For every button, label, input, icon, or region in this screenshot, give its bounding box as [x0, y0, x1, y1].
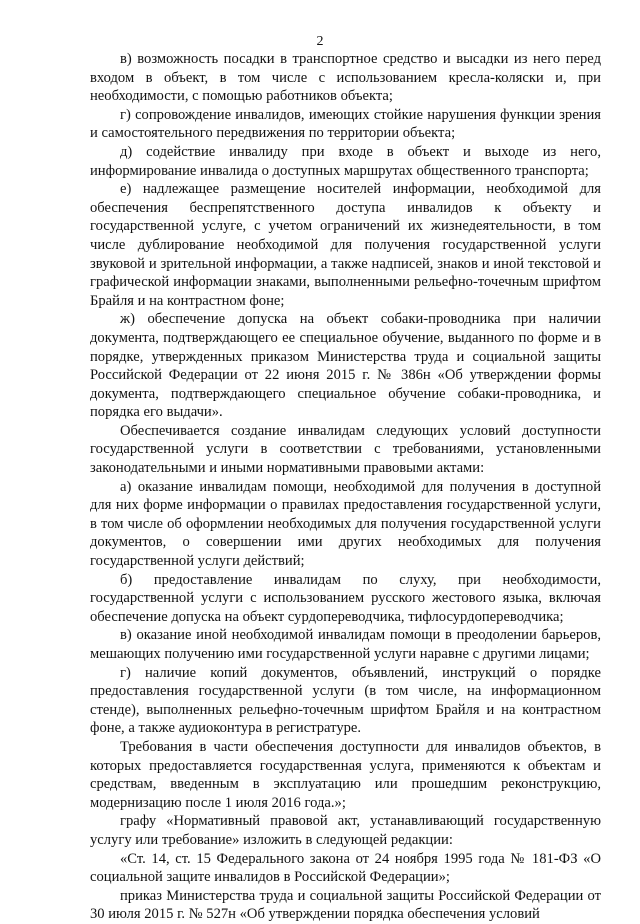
- paragraph-v-vehicle-boarding: в) возможность посадки в транспортное средство и высадки из него перед входом в объект, в том числе с использованием кресла-коляски и, при необходимости, с помощью работников объекта;: [90, 51, 601, 105]
- paragraph-d-entry-assistance: д) содействие инвалиду при входе в объект и выходе из него, информирование инвалида о доступных маршрутах общественного транспорта;: [90, 143, 601, 179]
- paragraph-accessibility-requirements: Требования в части обеспечения доступности для инвалидов объектов, в которых предоставляется государственная услуга, применяются к объектам и средствам, введенным в эксплуатацию или прошедшим реконструкцию, модернизацию после 1 июля 2016 года.»;: [90, 738, 601, 811]
- paragraph-conditions-intro: Обеспечивается создание инвалидам следующих условий доступности государственной услуги в соответствии с требованиями, установленными законодательными и иными нормативными правовыми актами:: [90, 422, 601, 477]
- paragraph-v-barrier-help: в) оказание иной необходимой инвалидам помощи в преодолении барьеров, мешающих получению ими государственной услуги наравне с другими лицами;: [90, 627, 601, 662]
- paragraph-column-instruction: графу «Нормативный правовой акт, устанавливающий государственную услугу или требование» изложить в следующей редакции:: [90, 813, 601, 848]
- paragraph-g-escort: г) сопровождение инвалидов, имеющих стойкие нарушения функции зрения и самостоятельного передвижения по территории объекта;: [90, 106, 601, 142]
- paragraph-a-information-help: а) оказание инвалидам помощи, необходимой для получения в доступной для них форме информации о правилах предоставления государственной услуги, в том числе об оформлении необходимых для получения государственной услуги документов, о совершении ими других необходимых для получения государственной услуги действий;: [90, 478, 601, 570]
- paragraph-b-sign-language: б) предоставление инвалидам по слуху, при необходимости, государственной услуги с использованием русского жестового языка, включая обеспечение допуска на объект сурдопереводчика, тифлосурдопереводчика;: [90, 571, 601, 625]
- paragraph-zh-guide-dog: ж) обеспечение допуска на объект собаки-проводника при наличии документа, подтверждающего ее специальное обучение, выданного по форме и в порядке, утвержденных приказом Министерства труда и социальной защиты Российской Федерации от 22 июня 2015 г. № 386н «Об утверждении формы документа, подтверждающего специальное обучение собаки-проводника, и порядка его выдачи».: [90, 311, 601, 421]
- paragraph-g-braille-documents: г) наличие копий документов, объявлений, инструкций о порядке предоставления государственной услуги (в том числе, на информационном стенде), выполненных рельефно-точечным шрифтом Брайля и на контрастном фоне, а также аудиоконтура в регистратуре.: [90, 664, 601, 737]
- paragraph-federal-law-reference: «Ст. 14, ст. 15 Федерального закона от 24 ноября 1995 года № 181-ФЗ «О социальной защите инвалидов в Российской Федерации»;: [90, 850, 601, 886]
- document-body: [90, 50, 601, 924]
- paragraph-ministry-order: приказ Министерства труда и социальной защиты Российской Федерации от 30 июля 2015 г. № 527н «Об утверждении порядка обеспечения условий: [90, 887, 601, 923]
- page-number: 2: [316, 34, 324, 49]
- paragraph-e-information-carriers: е) надлежащее размещение носителей информации, необходимой для обеспечения беспрепятственного доступа инвалидов к объекту и государственной услуге, с учетом ограничений их жизнедеятельности, в том числе дублирование необходимой для получения государственной услуги звуковой и зрительной информации, а также надписей, знаков и иной текстовой и графической информации знаками, выполненными рельефно-точечным шрифтом Брайля и на контрастном фоне;: [90, 181, 601, 309]
